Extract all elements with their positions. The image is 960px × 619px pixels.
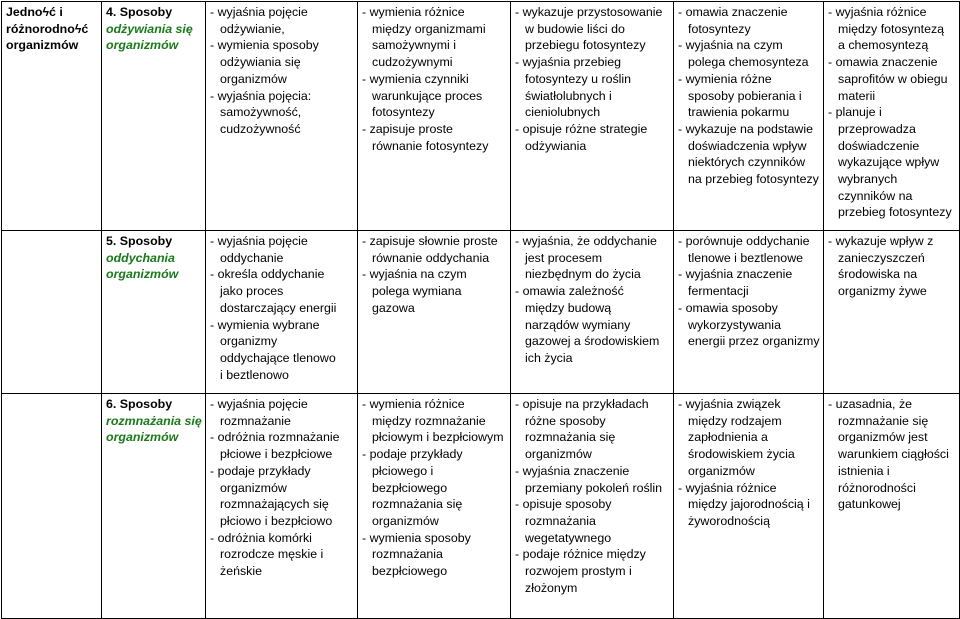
unit-title-line: organizmów	[6, 38, 79, 53]
requirement-line: niezbędnym do życia	[525, 267, 641, 282]
requirement-line: zapłodnienia a	[688, 430, 768, 445]
requirement-line: - wykazuje przystosowanie	[515, 5, 663, 19]
requirement-line: równanie fotosyntezy	[372, 138, 489, 153]
requirement-line: - wyjaśnia znaczenie	[515, 463, 630, 478]
requirement-line: istnienia i	[838, 463, 890, 478]
requirement-line: fermentacji	[688, 284, 749, 299]
requirement-line: doświadczenie	[838, 138, 920, 153]
topic-title-line: organizmów	[106, 430, 179, 445]
topic-title-line: organizmów	[106, 38, 179, 53]
requirement-line: sposoby pobierania i	[688, 88, 802, 103]
requirement-line: jest procesem	[525, 250, 603, 265]
requirement-line: między rozmnażanie	[372, 413, 486, 428]
requirement-line: światłolubnych i	[525, 88, 612, 103]
curriculum-table	[1, 1, 960, 619]
requirement-cell	[674, 231, 824, 394]
topic-title-line: organizmów	[106, 267, 179, 282]
requirement-line: - omawia znaczenie	[678, 5, 788, 19]
requirement-line: - porównuje oddychanie	[678, 234, 810, 248]
requirement-line: przebieg fotosyntezy	[838, 205, 952, 220]
unit-cell	[2, 2, 102, 231]
topic-title-line: 4. Sposoby	[106, 5, 173, 19]
requirement-line: organizmów	[372, 513, 439, 528]
requirement-line: - wymienia różne	[678, 71, 772, 86]
requirement-line: rozrodcze męskie i	[220, 547, 324, 562]
requirement-line: żeńskie	[220, 564, 263, 579]
requirement-line: dostarczający energii	[220, 300, 337, 315]
requirement-line: między organizmami	[372, 21, 486, 36]
requirement-line: - planuje i	[828, 105, 882, 120]
requirement-line: rozmnażania	[372, 547, 443, 562]
requirement-line: płciowym i bezpłciowym	[372, 430, 504, 445]
requirement-line: rozmnażających się	[220, 497, 329, 512]
requirement-line: złożonym	[525, 580, 578, 595]
requirement-cell	[674, 394, 824, 619]
unit-cell	[2, 231, 102, 394]
requirement-line: tlenowe i beztlenowe	[688, 250, 804, 265]
requirement-line: - wymienia różnice	[362, 5, 465, 19]
topic-cell	[102, 2, 206, 231]
requirement-line: - omawia zależność	[515, 284, 624, 299]
requirement-line: przeprowadza	[838, 121, 916, 136]
requirement-line: fotosyntezy	[688, 21, 751, 36]
requirement-line: odżywiania	[525, 138, 587, 153]
requirement-line: - omawia sposoby	[678, 300, 778, 315]
unit-title-line: Jednoϟć i	[6, 5, 63, 19]
unit-cell	[2, 394, 102, 619]
requirement-line: i beztlenowo	[220, 367, 289, 382]
requirement-cell	[511, 2, 674, 231]
requirement-line: ich życia	[525, 350, 573, 365]
requirement-line: rozmnażania się	[372, 497, 463, 512]
requirement-line: energii przez organizmy	[688, 334, 820, 349]
requirement-line: rozmnażania się	[525, 430, 616, 445]
requirement-line: organizmy	[220, 334, 278, 349]
requirement-line: - omawia znaczenie	[828, 55, 938, 70]
requirement-line: organizmy żywe	[838, 284, 927, 299]
requirement-line: trawienia pokarmu	[688, 105, 790, 120]
requirement-line: - opisuje na przykładach	[515, 397, 649, 411]
requirement-cell	[511, 394, 674, 619]
topic-title-line: rozmnażania się	[106, 413, 202, 428]
requirement-line: żyworodnością	[688, 513, 770, 528]
requirement-line: - uzasadnia, że	[828, 397, 913, 411]
requirement-line: - podaje różnice między	[515, 547, 646, 562]
requirement-line: bezpłciowego	[372, 564, 448, 579]
requirement-cell	[358, 394, 511, 619]
requirement-line: - opisuje różne strategie	[515, 121, 648, 136]
requirement-line: na przebieg fotosyntezy	[688, 172, 819, 187]
requirement-line: różne sposoby	[525, 413, 606, 428]
requirement-line: - wyjaśnia pojęcie	[210, 397, 308, 411]
requirement-line: między fotosyntezą	[838, 21, 945, 36]
requirement-line: - zapisuje proste	[362, 121, 453, 136]
requirement-line: równanie oddychania	[372, 250, 490, 265]
requirement-line: wykorzystywania	[688, 317, 781, 332]
requirement-line: - wyjaśnia znaczenie	[678, 267, 793, 282]
requirement-line: przebiegu fotosyntezy	[525, 38, 646, 53]
requirement-line: niektórych czynników	[688, 155, 806, 170]
requirement-cell	[206, 2, 358, 231]
requirement-cell	[358, 2, 511, 231]
requirement-line: - wymienia sposoby	[362, 530, 471, 545]
requirement-line: - odróżnia rozmnażanie	[210, 430, 340, 445]
requirement-line: - wyjaśnia przebieg	[515, 55, 622, 70]
requirement-line: wegetatywnego	[525, 530, 612, 545]
requirement-line: - podaje przykłady	[362, 447, 463, 462]
topic-title-line: 5. Sposoby	[106, 234, 173, 248]
requirement-line: narządów wymiany	[525, 317, 631, 332]
requirement-line: między budową	[525, 300, 612, 315]
requirement-line: - wymienia czynniki	[362, 71, 469, 86]
requirement-line: organizmów	[220, 71, 287, 86]
requirement-line: płciowo i bezpłciowo	[220, 513, 333, 528]
topic-title-line: 6. Sposoby	[106, 397, 173, 411]
topic-cell	[102, 231, 206, 394]
requirement-line: saprofitów w obiegu	[838, 71, 948, 86]
requirement-line: - wykazuje na podstawie	[678, 121, 813, 136]
topic-title-line: oddychania	[106, 250, 175, 265]
requirement-line: przemiany pokoleń roślin	[525, 480, 663, 495]
requirement-cell	[824, 394, 960, 619]
requirement-line: - wymienia wybrane	[210, 317, 320, 332]
requirement-line: - wyjaśnia związek	[678, 397, 781, 411]
table-row	[2, 394, 960, 619]
requirement-line: - wyjaśnia, że oddychanie	[515, 234, 657, 248]
requirement-line: samożywność,	[220, 105, 302, 120]
requirement-line: oddychające tlenowo	[220, 350, 336, 365]
requirement-line: środowiska na	[838, 267, 918, 282]
requirement-cell	[206, 394, 358, 619]
requirement-line: organizmów	[220, 480, 287, 495]
requirement-line: - wykazuje wpływ z	[828, 234, 934, 248]
requirement-cell	[358, 231, 511, 394]
requirement-line: wybranych	[838, 172, 898, 187]
requirement-line: - wyjaśnia na czym	[362, 267, 467, 282]
requirement-line: warunkiem ciągłości	[838, 447, 949, 462]
table-row	[2, 2, 960, 231]
requirement-line: fotosyntezy u roślin	[525, 71, 632, 86]
requirement-line: rozmnażania	[525, 513, 596, 528]
requirement-line: - zapisuje słownie proste	[362, 234, 498, 248]
requirement-line: płciowego i	[372, 463, 434, 478]
requirement-line: warunkujące proces	[372, 88, 483, 103]
requirement-line: fotosyntezy	[372, 105, 435, 120]
requirement-line: - podaje przykłady	[210, 463, 311, 478]
requirement-line: cudzożywnymi	[372, 55, 453, 70]
requirement-cell	[824, 2, 960, 231]
requirement-cell	[206, 231, 358, 394]
requirement-line: - wymienia sposoby	[210, 38, 319, 53]
requirement-line: - opisuje sposoby	[515, 497, 612, 512]
requirement-cell	[674, 2, 824, 231]
requirement-line: organizmów jest	[838, 430, 928, 445]
requirement-line: organizmów	[688, 463, 755, 478]
requirement-line: odżywianie,	[220, 21, 285, 36]
table-row	[2, 231, 960, 394]
requirement-line: jako proces	[220, 284, 284, 299]
requirement-line: wykazujące wpływ	[838, 155, 940, 170]
requirement-line: cudzożywność	[220, 121, 301, 136]
requirement-line: doświadczenia wpływ	[688, 138, 807, 153]
unit-title-line: różnorodnoϟć	[6, 21, 89, 36]
requirement-line: - wyjaśnia pojęcie	[210, 5, 308, 19]
requirement-line: samożywnymi i	[372, 38, 456, 53]
requirement-line: materii	[838, 88, 876, 103]
requirement-line: polega wymiana	[372, 284, 462, 299]
requirement-line: oddychanie	[220, 250, 284, 265]
requirement-line: - odróżnia komórki	[210, 530, 312, 545]
requirement-line: między jajorodnością i	[688, 497, 810, 512]
requirement-line: cieniolubnych	[525, 105, 601, 120]
requirement-line: w budowie liści do	[525, 21, 625, 36]
requirement-line: rozwojem prostym i	[525, 564, 632, 579]
requirement-line: gatunkowej	[838, 497, 901, 512]
requirement-line: - wyjaśnia na czym	[678, 38, 783, 53]
requirement-cell	[824, 231, 960, 394]
requirement-line: bezpłciowego	[372, 480, 448, 495]
requirement-line: różnorodności	[838, 480, 916, 495]
requirement-line: rozmnażanie	[220, 413, 291, 428]
requirement-line: - wyjaśnia pojęcia:	[210, 88, 312, 103]
requirement-line: gazowa	[372, 300, 415, 315]
topic-cell	[102, 394, 206, 619]
requirement-line: - wyjaśnia różnice	[828, 5, 927, 19]
requirement-line: - wyjaśnia różnice	[678, 480, 777, 495]
requirement-line: płciowe i bezpłciowe	[220, 447, 333, 462]
requirement-line: a chemosyntezą	[838, 38, 929, 53]
requirement-line: odżywiania się	[220, 55, 301, 70]
requirement-line: środowiskiem życia	[688, 447, 795, 462]
requirement-line: gazowej a środowiskiem	[525, 334, 660, 349]
requirement-line: - wyjaśnia pojęcie	[210, 234, 308, 248]
requirement-line: polega chemosynteza	[688, 55, 809, 70]
requirement-cell	[511, 231, 674, 394]
requirement-line: organizmów	[525, 447, 592, 462]
requirement-line: zanieczyszczeń	[838, 250, 925, 265]
requirement-line: między rodzajem	[688, 413, 782, 428]
requirement-line: rozmnażanie się	[838, 413, 929, 428]
topic-title-line: odżywiania się	[106, 21, 193, 36]
requirement-line: czynników na	[838, 188, 913, 203]
requirement-line: - określa oddychanie	[210, 267, 325, 282]
requirement-line: - wymienia różnice	[362, 397, 465, 411]
